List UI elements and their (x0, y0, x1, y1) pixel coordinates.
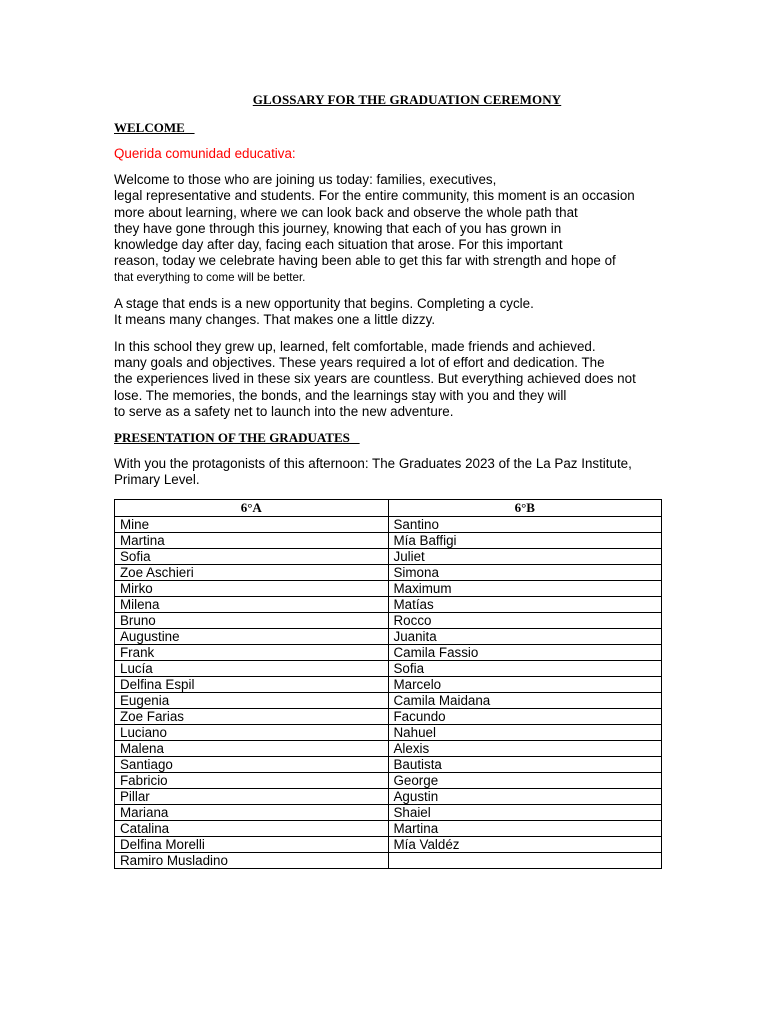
paragraph-line: Primary Level. (114, 472, 200, 488)
table-row (115, 612, 662, 628)
graduates-intro (114, 456, 662, 489)
cell-6a-name: Bruno (115, 612, 389, 628)
table-row (115, 516, 662, 532)
table-row (115, 740, 662, 756)
cell-6b-name: George (388, 772, 662, 788)
paragraph-line: the experiences lived in these six years are countless. But everything achieved does not (114, 371, 636, 387)
paragraph-line: reason, today we celebrate having been able to get this far with strength and hope of (114, 253, 616, 269)
cell-6b-name: Camila Fassio (388, 644, 662, 660)
cell-6a-name: Malena (115, 740, 389, 756)
table-row (115, 644, 662, 660)
graduates-table (114, 499, 662, 869)
cell-6b-name (388, 852, 662, 868)
cell-6a-name: Mariana (115, 804, 389, 820)
cell-6a-name: Eugenia (115, 692, 389, 708)
cell-6a-name: Lucía (115, 660, 389, 676)
cell-6b-name: Shaiel (388, 804, 662, 820)
cell-6b-name: Camila Maidana (388, 692, 662, 708)
paragraph-line: In this school they grew up, learned, felt comfortable, made friends and achieved. (114, 338, 596, 354)
cell-6a-name: Catalina (115, 820, 389, 836)
table-row (115, 788, 662, 804)
cell-6a-name: Milena (115, 596, 389, 612)
cell-6b-name: Bautista (388, 756, 662, 772)
cell-6a-name: Santiago (115, 756, 389, 772)
stage-paragraph (114, 296, 662, 329)
cell-6b-name: Maximum (388, 580, 662, 596)
document-page (114, 92, 662, 869)
table-row (115, 564, 662, 580)
table-header-row (115, 499, 662, 516)
table-row (115, 772, 662, 788)
table-row (115, 724, 662, 740)
paragraph-line: more about learning, where we can look back and observe the whole path that (114, 204, 578, 220)
cell-6b-name: Marcelo (388, 676, 662, 692)
cell-6a-name: Ramiro Musladino (115, 852, 389, 868)
cell-6b-name: Simona (388, 564, 662, 580)
cell-6b-name: Alexis (388, 740, 662, 756)
table-row (115, 820, 662, 836)
cell-6a-name: Luciano (115, 724, 389, 740)
table-row (115, 676, 662, 692)
cell-6a-name: Delfina Morelli (115, 836, 389, 852)
cell-6a-name: Sofia (115, 548, 389, 564)
cell-6a-name: Martina (115, 532, 389, 548)
paragraph-line: legal representative and students. For the entire community, this moment is an occasion (114, 188, 635, 204)
paragraph-line: Welcome to those who are joining us today: families, executives, (114, 172, 497, 187)
cell-6b-name: Facundo (388, 708, 662, 724)
cell-6a-name: Augustine (115, 628, 389, 644)
paragraph-line: lose. The memories, the bonds, and the learnings stay with you and they will (114, 387, 567, 403)
graduates-heading: PRESENTATION OF THE GRADUATES (114, 430, 360, 446)
cell-6a-name: Fabricio (115, 772, 389, 788)
greeting-text: Querida comunidad educativa: (114, 146, 296, 161)
paragraph-line: many goals and objectives. These years required a lot of effort and dedication. The (114, 354, 605, 370)
cell-6b-name: Santino (388, 516, 662, 532)
cell-6a-name: Mine (115, 516, 389, 532)
cell-6b-name: Sofia (388, 660, 662, 676)
table-row (115, 756, 662, 772)
cell-6b-name: Martina (388, 820, 662, 836)
cell-6b-name: Matías (388, 596, 662, 612)
welcome-paragraph (114, 172, 662, 286)
document-title: GLOSSARY FOR THE GRADUATION CEREMONY (252, 92, 562, 107)
paragraph-line: With you the protagonists of this afternoon: The Graduates 2023 of the La Paz Institute, (114, 456, 632, 472)
paragraph-line: they have gone through this journey, knowing that each of you has grown in (114, 220, 562, 236)
table-row (115, 708, 662, 724)
paragraph-line: that everything to come will be better. (114, 270, 306, 284)
table-row (115, 628, 662, 644)
table-row (115, 548, 662, 564)
cell-6b-name: Juanita (388, 628, 662, 644)
welcome-heading: WELCOME (114, 120, 195, 135)
paragraph-line: to serve as a safety net to launch into the new adventure. (114, 403, 454, 419)
cell-6a-name: Delfina Espil (115, 676, 389, 692)
column-header-6a: 6°A (115, 499, 389, 516)
cell-6b-name: Nahuel (388, 724, 662, 740)
cell-6b-name: Rocco (388, 612, 662, 628)
cell-6a-name: Zoe Aschieri (115, 564, 389, 580)
table-row (115, 532, 662, 548)
table-row (115, 852, 662, 868)
column-header-6b: 6°B (388, 499, 662, 516)
table-row (115, 660, 662, 676)
cell-6a-name: Zoe Farias (115, 708, 389, 724)
cell-6b-name: Mía Valdéz (388, 836, 662, 852)
cell-6a-name: Mirko (115, 580, 389, 596)
cell-6b-name: Mía Baffigi (388, 532, 662, 548)
table-row (115, 804, 662, 820)
cell-6b-name: Juliet (388, 548, 662, 564)
cell-6b-name: Agustin (388, 788, 662, 804)
table-row (115, 836, 662, 852)
graduates-table-body (115, 516, 662, 868)
cell-6a-name: Pillar (115, 788, 389, 804)
cell-6a-name: Frank (115, 644, 389, 660)
paragraph-line: It means many changes. That makes one a little dizzy. (114, 312, 436, 328)
paragraph-line: knowledge day after day, facing each situation that arose. For this important (114, 237, 563, 253)
paragraph-line: A stage that ends is a new opportunity that begins. Completing a cycle. (114, 296, 534, 312)
table-row (115, 580, 662, 596)
table-row (115, 692, 662, 708)
table-row (115, 596, 662, 612)
school-paragraph (114, 339, 662, 420)
